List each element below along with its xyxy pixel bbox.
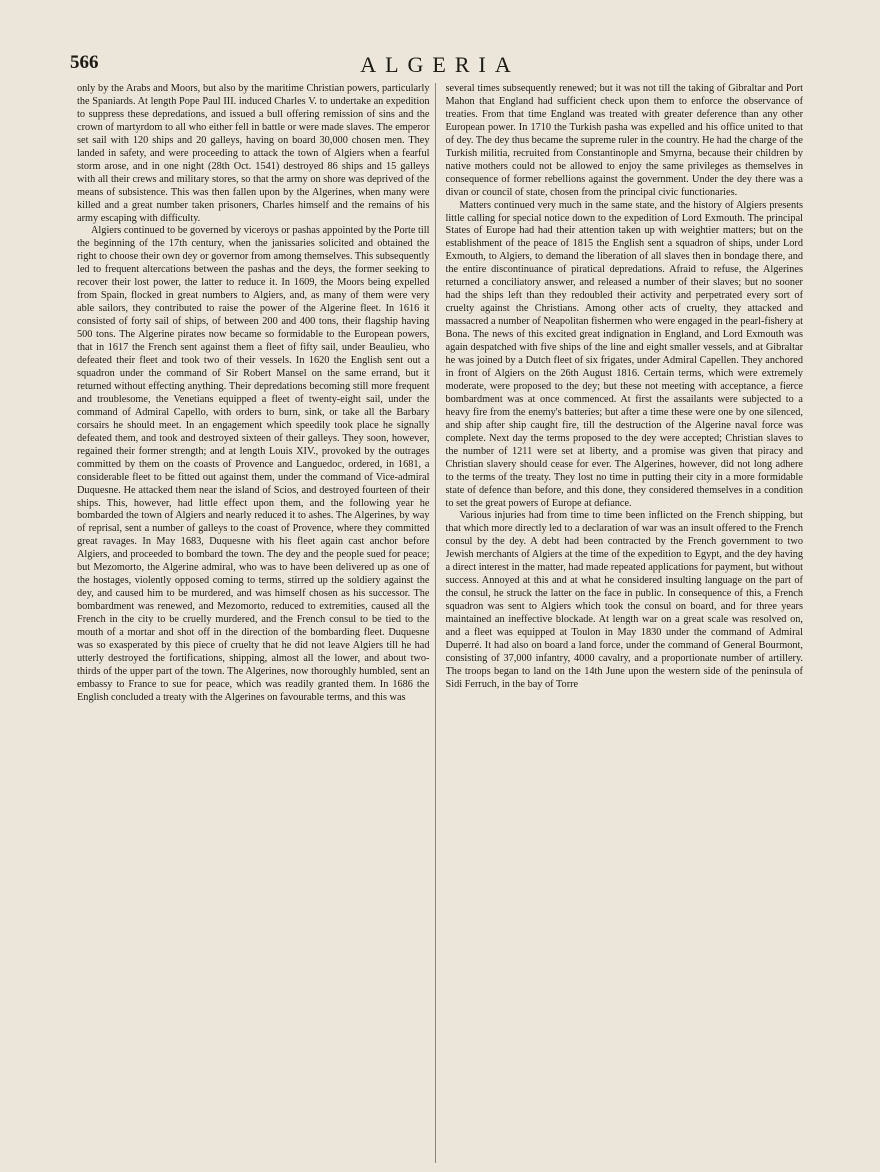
paragraph: Various injuries had from time to time been inflicted on the French shipping, but that which more directly led to a declaration of war was an insult offered to the French consul by the dey. A debt had been contracted by the French government to two Jewish merchants of Algiers at the time of the expedition to Egypt, and the dey having a direct interest in the matter, had made repeated applications for payment, but without success. Annoyed at this and at what he considered insulting language on the part of the consul, he struck the latter on the face in public. In consequence of this, a French squadron was sent to Algiers which took the consul on board, and for three years maintained an ineffective blockade. At length war on a great scale was resolved on, and a fleet was equipped at Toulon in May 1830 under the command of Admiral Duperré. It had also on board a land force, under the command of General Bourmont, consisting of 37,000 infantry, 4000 cavalry, and a proportionate number of artillery. The troops began to land on the 14th June upon the western side of the peninsula of Sidi Ferruch, in the bay of Torre xyxy=(445,510,803,690)
running-title: ALGERIA xyxy=(360,52,520,77)
paragraph: several times subsequently renewed; but it was not till the taking of Gibraltar and Port Mahon that England had sufficient check upon them to enforce the observance of treaties. From that time England was treated with greater deference than any other European power. In 1710 the Turkish pasha was expelled and his office united to that of dey. The dey thus became the supreme ruler in the country. He had the charge of the Turkish militia, recruited from Constantinople and Smyrna, because their children by native mothers could not be allowed to enjoy the same privileges as themselves in consequence of former rebellions against the government. Under the dey there was a divan or council of state, chosen from the principal civic functionaries. xyxy=(445,83,803,198)
page-number: 566 xyxy=(70,52,99,73)
left-column xyxy=(77,83,436,1163)
right-column xyxy=(446,83,804,1163)
paragraph: Matters continued very much in the same state, and the history of Algiers presents little calling for special notice down to the expedition of Lord Exmouth. The principal States of Europe had had their attention taken up with weightier matters; but on the establishment of the peace of 1815 the English sent a squadron of ships, under Lord Exmouth, to Algiers, to demand the liberation of all slaves then in bondage there, and the entire discontinuance of piratical depredations. Afraid to refuse, the Algerines returned a conciliatory answer, and released a number of their slaves; but no sooner had the ships left than they redoubled their activity and perpetrated every sort of cruelty against the Christians. Among other acts of cruelty, they attacked and massacred a number of Neapolitan fishermen who were engaged in the pearl-fishery at Bona. The news of this excited great indignation in England, and Lord Exmouth was again despatched with five ships of the line and eight smaller vessels, and at Gibraltar he was joined by a Dutch fleet of six frigates, under Admiral Capellen. They anchored in front of Algiers on the 26th August 1816. Certain terms, which were extremely moderate, were proposed to the dey; but these not meeting with acceptance, a fierce bombardment was at once commenced. At first the assailants were subjected to a heavy fire from the enemy's batteries; but after a time these were one by one silenced, and ship after ship caught fire, till the destruction of the Algerine naval force was complete. Next day the terms proposed to the dey were accepted; Christian slaves to the number of 1211 were set at liberty, and a promise was given that piracy and Christian slavery should cease for ever. The Algerines, however, did not long adhere to the terms of the treaty. They lost no time in putting their city in a more formidable state of defence than before, and this done, they considered themselves in a condition to set the great powers of Europe at defiance. xyxy=(445,199,803,509)
paragraph: Algiers continued to be governed by viceroys or pashas appointed by the Porte till the beginning of the 17th century, when the janissaries solicited and obtained the right to choose their own dey or governor from among themselves. This subsequently led to frequent altercations between the pashas and the deys, the former seeking to recover their lost power, the latter to reduce it. In 1609, the Moors being expelled from Spain, flocked in great numbers to Algiers, and, as many of them were very able sailors, they contributed to raise the power of the Algerine fleet. In 1616 it consisted of forty sail of ships, of between 200 and 400 tons, their flagship having 500 tons. The Algerine pirates now became so formidable to the European powers, that in 1617 the French sent against them a fleet of fifty sail, under Beaulieu, who defeated their fleet and took two of their vessels. In 1620 the English sent out a squadron under the command of Sir Robert Mansel on the same errand, but it returned without effecting anything. Their depredations becoming still more frequent and troublesome, the Venetians equipped a fleet of twenty-eight sail, under the command of Admiral Capello, with orders to burn, sink, or take all the Barbary corsairs he should meet. In an engagement which speedily took place he signally defeated them, and took and destroyed sixteen of their galleys. They soon, however, regained their former strength; and at length Louis XIV., provoked by the outrages committed by them on the coasts of Provence and Languedoc, ordered, in 1681, a considerable fleet to be fitted out against them, under the command of Vice-admiral Duquesne. He attacked them near the island of Scios, and destroyed fourteen of their ships. This, however, had little effect upon them, and the following year he bombarded the town of Algiers and nearly reduced it to ashes. The Algerines, by way of reprisal, sent a number of galleys to the coast of Provence, where they committed great ravages. In May 1683, Duquesne with his fleet again cast anchor before Algiers, and proceeded to bombard the town. The dey and the people sued for peace; but Mezomorto, the Algerine admiral, who was to have been delivered up as one of the hostages, violently opposed coming to terms, stirred up the soldiery against the dey, and caused him to be murdered, and was himself chosen as his successor. The bombardment was renewed, and Mezomorto, reduced to extremities, caused all the French in the city to be cruelly murdered, and the French consul to be tied to the mouth of a mortar and shot off in the direction of the bombarding fleet. Duquesne was so exasperated by this piece of cruelty that he did not leave Algiers till he had utterly destroyed the fortifications, shipping, almost all the lower, and about two-thirds of the upper part of the town. The Algerines, now thoroughly humbled, sent an embassy to France to sue for peace, which was readily granted them. In 1686 the English concluded a treaty with the Algerines on favourable terms, and this was xyxy=(77,225,430,703)
text-columns xyxy=(77,83,803,1163)
paragraph: only by the Arabs and Moors, but also by the maritime Christian powers, particularly the Spaniards. At length Pope Paul III. induced Charles V. to undertake an expedition to suppress these depredations, and issued a bull offering remission of sins and the crown of martyrdom to all who either fell in battle or were made slaves. The emperor set sail with 120 ships and 20 galleys, having on board 30,000 chosen men. They landed in safety, and were proceeding to attack the town of Algiers when a fearful storm arose, and in one night (28th Oct. 1541) destroyed 86 ships and 15 galleys with all their crews and military stores, so that the army on shore was deprived of the means of subsistence. This was then fallen upon by the Algerines, when many were killed and a great number taken prisoners, Charles himself and the remains of his army escaping with difficulty. xyxy=(77,83,430,224)
page-header xyxy=(70,50,810,80)
